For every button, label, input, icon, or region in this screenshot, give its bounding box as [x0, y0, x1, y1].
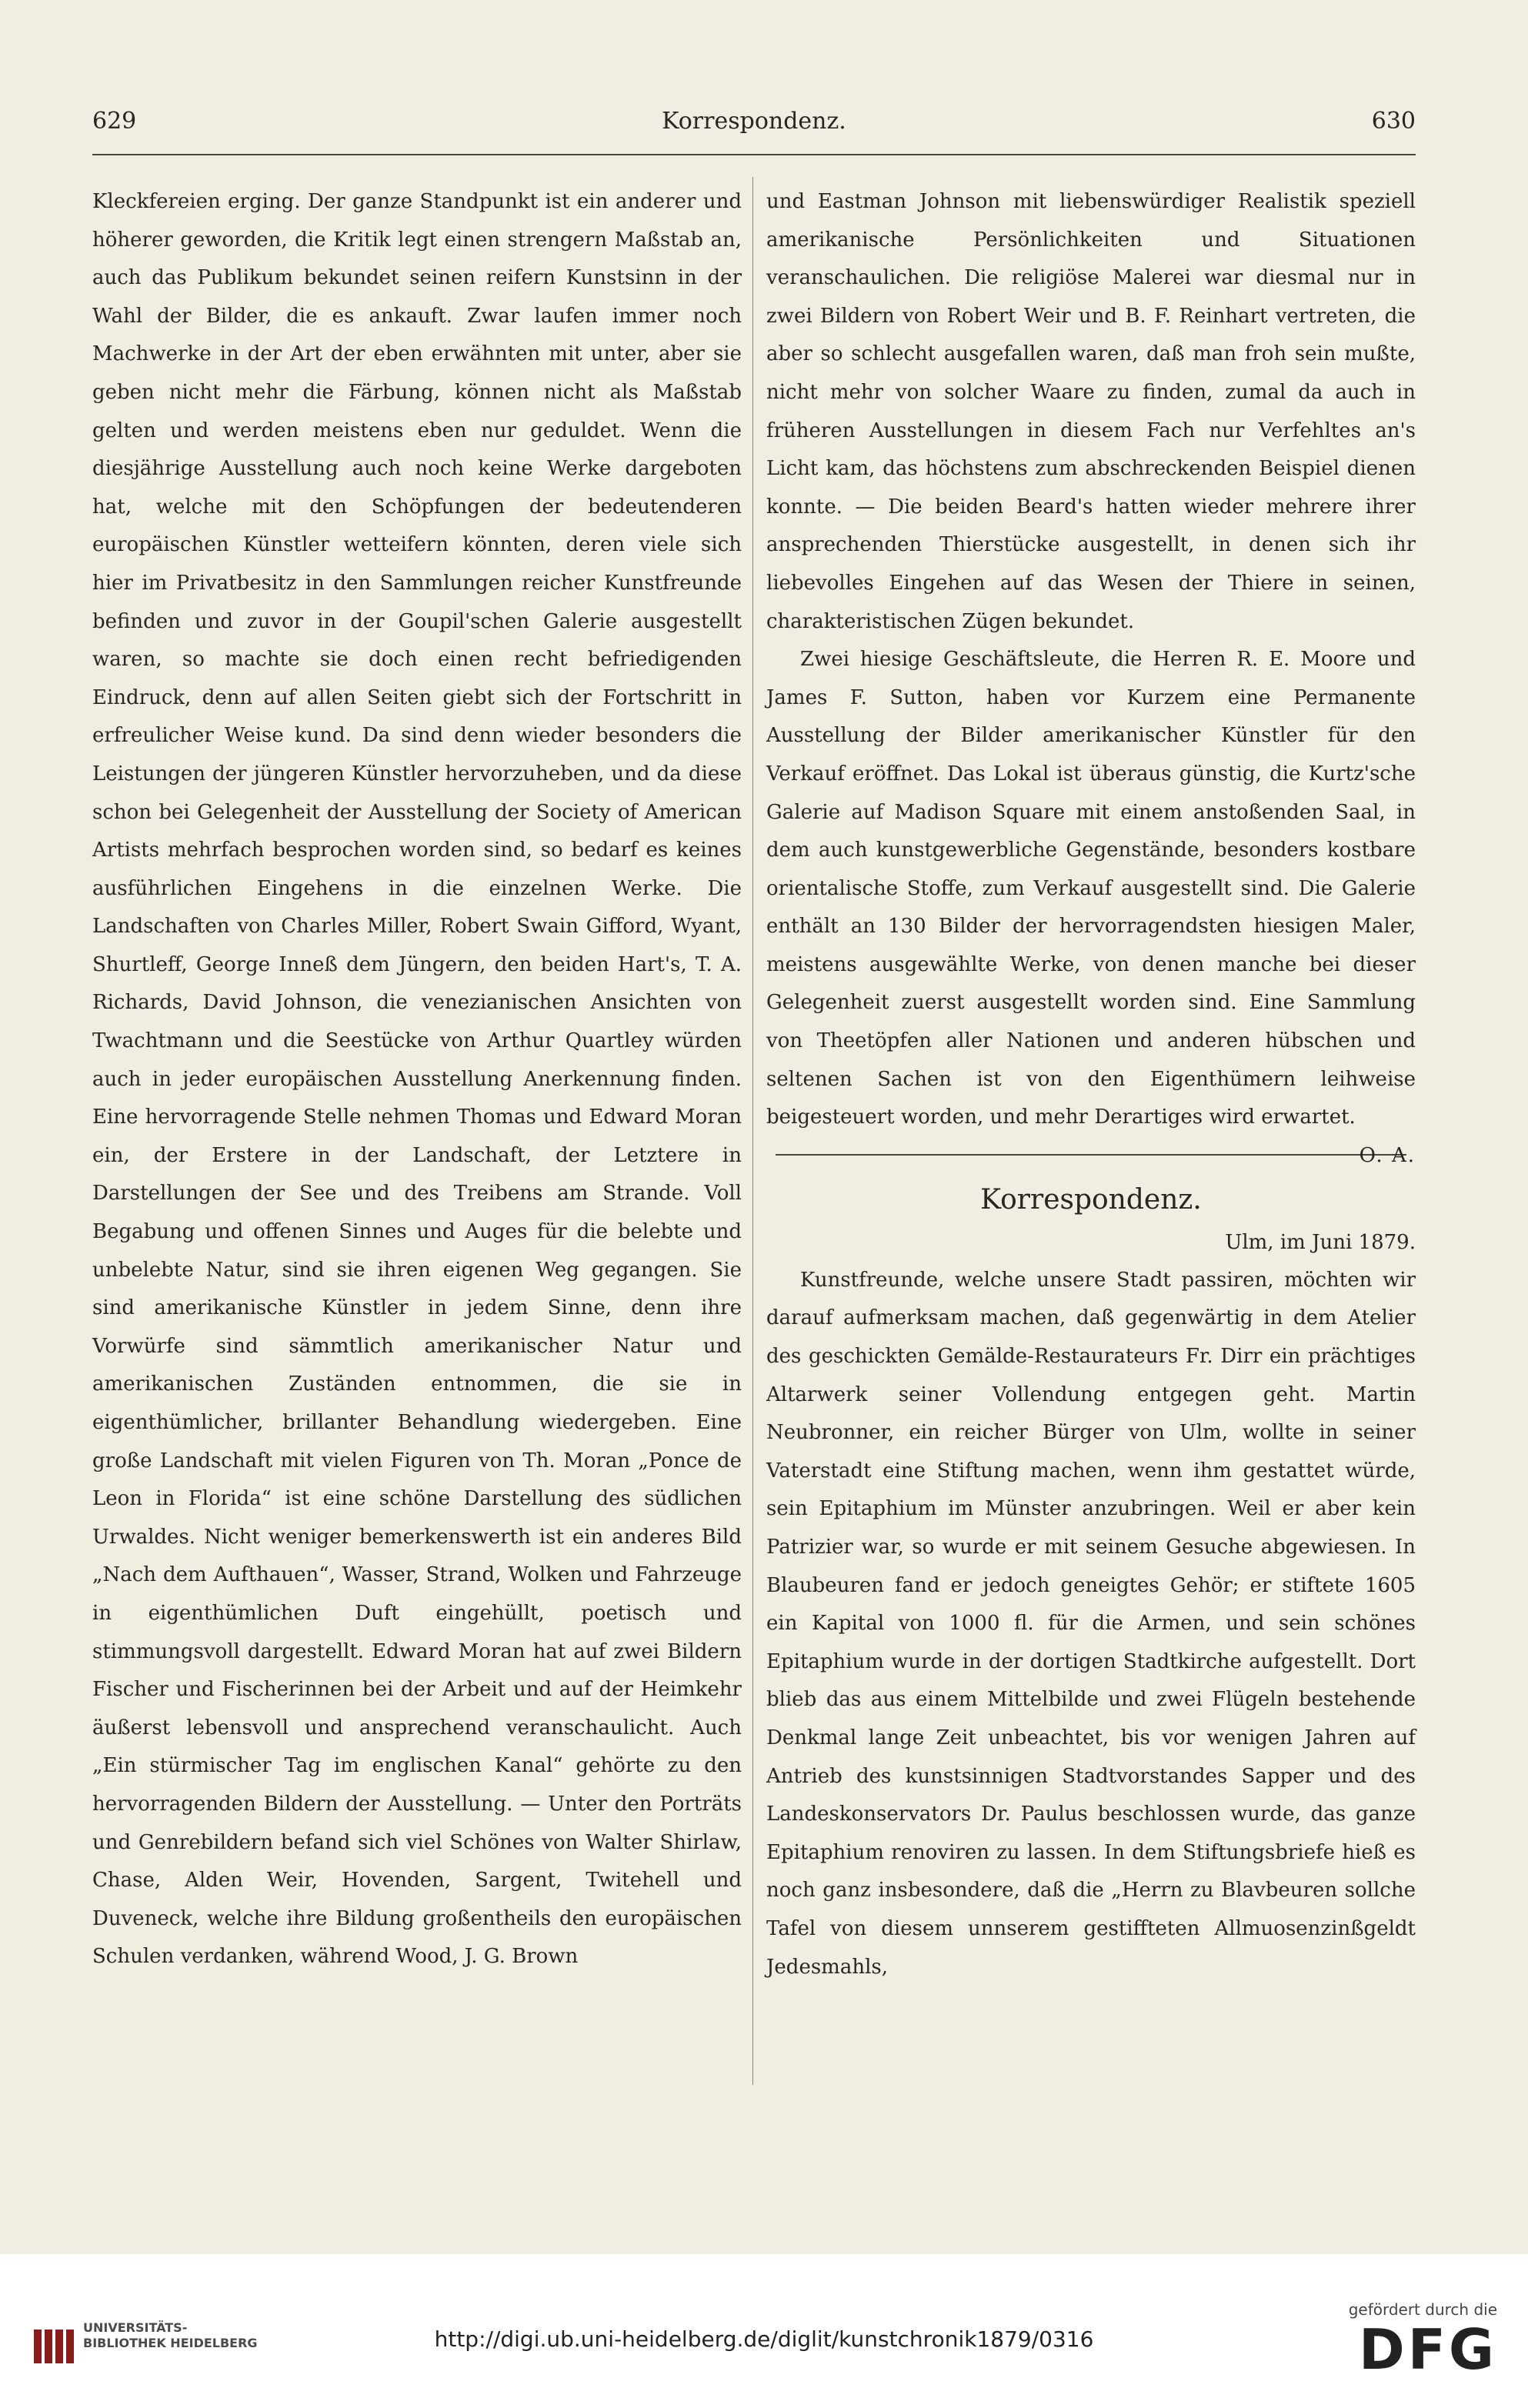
exhibition-paragraph-text: Zwei hiesige Geschäftsleute, die Herren R. E. Moore und James F. Sutton, haben vor Kurzem eine Permanente Ausstellung der Bilder amerikanischer Künstler für den Verkauf eröffnet. Das Lokal ist überaus günstig, die Kurtz'sche Galerie auf Madison Square mit einem anstoßenden Saal, in dem auch kunstgewerbliche Gegenstände, besonders kostbare orientalische Stoffe, zum Verkauf ausgestellt sind. Die Galerie enthält an 130 Bilder der hervorragendsten hiesigen Maler, meistens ausgewählte Werke, von denen manche bei dieser Gelegenheit zuerst ausgestellt worden sind. Eine Sammlung von Theetöpfen aller Nationen und anderen hübschen und seltenen Sachen ist von den Eigenthümern leihweise beigesteuert worden, und mehr Derartiges wird erwartet. — [766, 648, 1416, 1129]
right-column — [766, 183, 1416, 1986]
page-number-left: 629 — [92, 108, 137, 135]
running-header — [92, 108, 1416, 146]
source-url-link[interactable]: http://digi.ub.uni-heidelberg.de/diglit/kunstchronik1879/0316 — [434, 2326, 1094, 2352]
funder-logo[interactable] — [1328, 2300, 1497, 2393]
exhibition-paragraph — [766, 641, 1416, 1167]
author-signature: O. A. — [1359, 1143, 1416, 1167]
library-name: UNIVERSITÄTS- BIBLIOTHEK HEIDELBERG — [83, 2320, 258, 2350]
section-rule — [776, 1154, 1406, 1156]
right-continuation-paragraph: und Eastman Johnson mit liebenswürdiger Realistik speziell amerikanische Persönlichkeiten und Situationen veranschaulichen. Die religiöse Malerei war diesmal nur in zwei Bildern von Robert Weir und B. F. Reinhart vertreten, die aber so schlecht ausgefallen waren, daß man froh sein mußte, nicht mehr von solcher Waare zu finden, zumal da auch in früheren Ausstellungen in diesem Fach nur Verfehltes an's Licht kam, das höchstens zum abschreckenden Beispiel dienen konnte. — Die beiden Beard's hatten wieder mehrere ihrer ansprechenden Thierstücke ausgestellt, in denen sich ihr liebevolles Eingehen auf das Wesen der Thiere in seinen, charakteristischen Zügen bekundet. — [766, 190, 1416, 633]
column-divider — [752, 177, 753, 2085]
header-rule — [92, 154, 1416, 155]
running-title: Korrespondenz. — [662, 108, 846, 135]
dateline: Ulm, im Juni 1879. — [1225, 1230, 1416, 1254]
left-column — [92, 183, 742, 1976]
left-column-text: Kleckfereien erging. Der ganze Standpunkt ist ein anderer und höherer geworden, die Kritik legt einen strengern Maßstab an, auch das Publikum bekundet seinen reifern Kunstsinn in der Wahl der Bilder, die es ankauft. Zwar laufen immer noch Machwerke in der Art der eben erwähnten mit unter, aber sie geben nicht mehr die Färbung, können nicht als Maßstab gelten und werden meistens eben nur geduldet. Wenn die diesjährige Ausstellung auch noch keine Werke dargeboten hat, welche mit den Schöpfungen der bedeutenderen europäischen Künstler wetteifern könnten, deren viele sich hier im Privatbesitz in den Sammlungen reicher Kunstfreunde befinden und zuvor in der Goupil'schen Galerie ausgestellt waren, so machte sie doch einen recht befriedigenden Eindruck, denn auf allen Seiten giebt sich der Fortschritt in erfreulicher Weise kund. Da sind denn wieder besonders die Leistungen der jüngeren Künstler hervorzuheben, und da diese schon bei Gelegenheit der Ausstellung der Society of American Artists mehrfach besprochen worden sind, so bedarf es keines ausführlichen Eingehens in die einzelnen Werke. Die Landschaften von Charles Miller, Robert Swain Gifford, Wyant, Shurtleff, George Inneß dem Jüngern, den beiden Hart's, T. A. Richards, David Johnson, die venezianischen Ansichten von Twachtmann und die Seestücke von Arthur Quartley würden auch in jeder europäischen Ausstellung Anerkennung finden. Eine hervorragende Stelle nehmen Thomas und Edward Moran ein, der Erstere in der Landschaft, der Letztere in Darstellungen der See und des Treibens am Strande. Voll Begabung und offenen Sinnes und Auges für die belebte und unbelebte Natur, sind sie ihren eigenen Weg gegangen. Sie sind amerikanische Künstler in jedem Sinne, denn ihre Vorwürfe sind sämmtlich amerikanischer Natur und amerikanischen Zuständen entnommen, die sie in eigenthümlicher, brillanter Behandlung wiedergeben. Eine große Landschaft mit vielen Figuren von Th. Moran „Ponce de Leon in Florida“ ist eine schöne Darstellung des südlichen Urwaldes. Nicht weniger bemerkenswerth ist ein anderes Bild „Nach dem Aufthauen“, Wasser, Strand, Wolken und Fahrzeuge in eigenthümlichen Duft eingehüllt, poetisch und stimmungsvoll dargestellt. Edward Moran hat auf zwei Bildern Fischer und Fischerinnen bei der Arbeit und auf der Heimkehr äußerst lebensvoll und ansprechend veranschaulicht. Auch „Ein stürmischer Tag im englischen Kanal“ gehörte zu den hervorragenden Bildern der Ausstellung. — Unter den Porträts und Genrebildern befand sich viel Schönes von Walter Shirlaw, Chase, Alden Weir, Hovenden, Sargent, Twitehell und Duveneck, welche ihre Bildung großentheils den europäischen Schulen verdanken, während Wood, J. G. Brown — [92, 190, 742, 1969]
footer-bar — [0, 2254, 1528, 2408]
dfg-logo: DFG — [1358, 2317, 1497, 2382]
ulm-paragraph: Kunstfreunde, welche unsere Stadt passiren, möchten wir darauf aufmerksam machen, daß gegenwärtig in dem Atelier des geschickten Gemälde-Restaurateurs Fr. Dirr ein prächtiges Altarwerk seiner Vollendung entgegen geht. Martin Neubronner, ein reicher Bürger von Ulm, wollte in seiner Vaterstadt eine Stiftung machen, wenn ihm gestattet würde, sein Epitaphium im Münster anzubringen. Weil er aber kein Patrizier war, so wurde er mit seinem Gesuche abgewiesen. In Blaubeuren fand er jedoch geneigtes Gehör; er stiftete 1605 ein Kapital von 1000 fl. für die Armen, und sein schönes Epitaphium wurde in der dortigen Stadtkirche aufgestellt. Dort blieb das aus einem Mittelbilde und zwei Flügeln bestehende Denkmal lange Zeit unbeachtet, bis vor wenigen Jahren auf Antrieb des kunstsinnigen Stadtvorstandes Sapper und des Landeskonservators Dr. Paulus beschlossen wurde, das ganze Epitaphium renoviren zu lassen. In dem Stiftungsbriefe hieß es noch ganz insbesondere, daß die „Herrn zu Blavbeuren sollche Tafel von diesem unnserem gestiffteten Allmuosenzinßgeldt Jedesmahls, — [766, 1268, 1416, 1979]
page-number-right: 630 — [1371, 108, 1416, 135]
funder-caption: gefördert durch die — [1348, 2300, 1497, 2319]
section-title: Korrespondenz. — [980, 1183, 1202, 1216]
